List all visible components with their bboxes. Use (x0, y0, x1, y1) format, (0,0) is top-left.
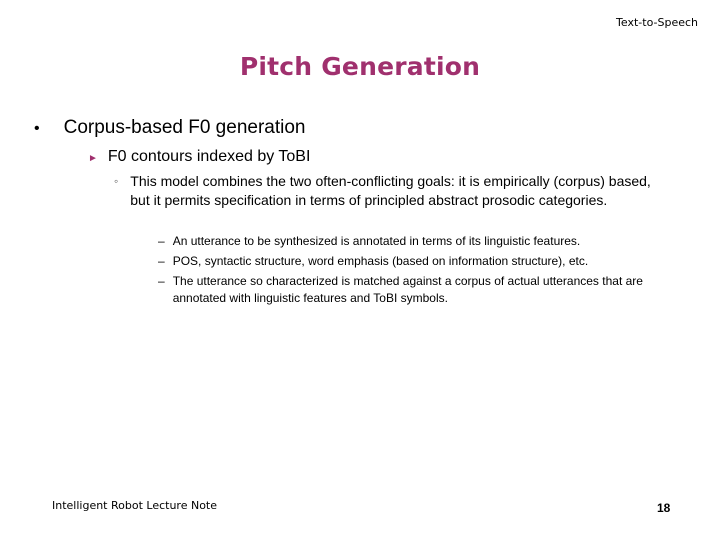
bullet-dot-icon: • (34, 120, 40, 137)
bullet-level4-item (158, 253, 678, 270)
bullet-level4-item (158, 233, 678, 250)
bullet-level4-text: An utterance to be synthesized is annotated in terms of its linguistic features. (172, 234, 581, 248)
dash-icon: – (158, 254, 165, 268)
bullet-level4-text: The utterance so characterized is matched against a corpus of actual utterances that are annotated with linguistic features and ToBI symbols. (172, 274, 643, 305)
bullet-level4-text: POS, syntactic structure, word emphasis (based on information structure), etc. (172, 254, 589, 268)
hollow-circle-icon: ◦ (114, 174, 119, 188)
bullet-level1 (34, 117, 305, 139)
footer-note: Intelligent Robot Lecture Note (52, 499, 218, 512)
dash-icon: – (158, 274, 165, 288)
triangle-arrow-icon: ► (88, 153, 98, 164)
bullet-level2 (88, 148, 310, 166)
header-tag: Text-to-Speech (616, 16, 698, 29)
dash-icon: – (158, 234, 165, 248)
bullet-level4-item (158, 273, 678, 307)
bullet-level3-text: This model combines the two often-conflicting goals: it is empirically (corpus) based, but it permits specification in terms of principled abstract prosodic categories. (130, 173, 651, 208)
bullet-level1-text: Corpus-based F0 generation (63, 117, 306, 138)
bullet-level3 (114, 172, 674, 210)
bullet-level2-text: F0 contours indexed by ToBI (107, 148, 311, 165)
slide-title: Pitch Generation (239, 52, 481, 81)
page-number: 18 (657, 501, 671, 515)
